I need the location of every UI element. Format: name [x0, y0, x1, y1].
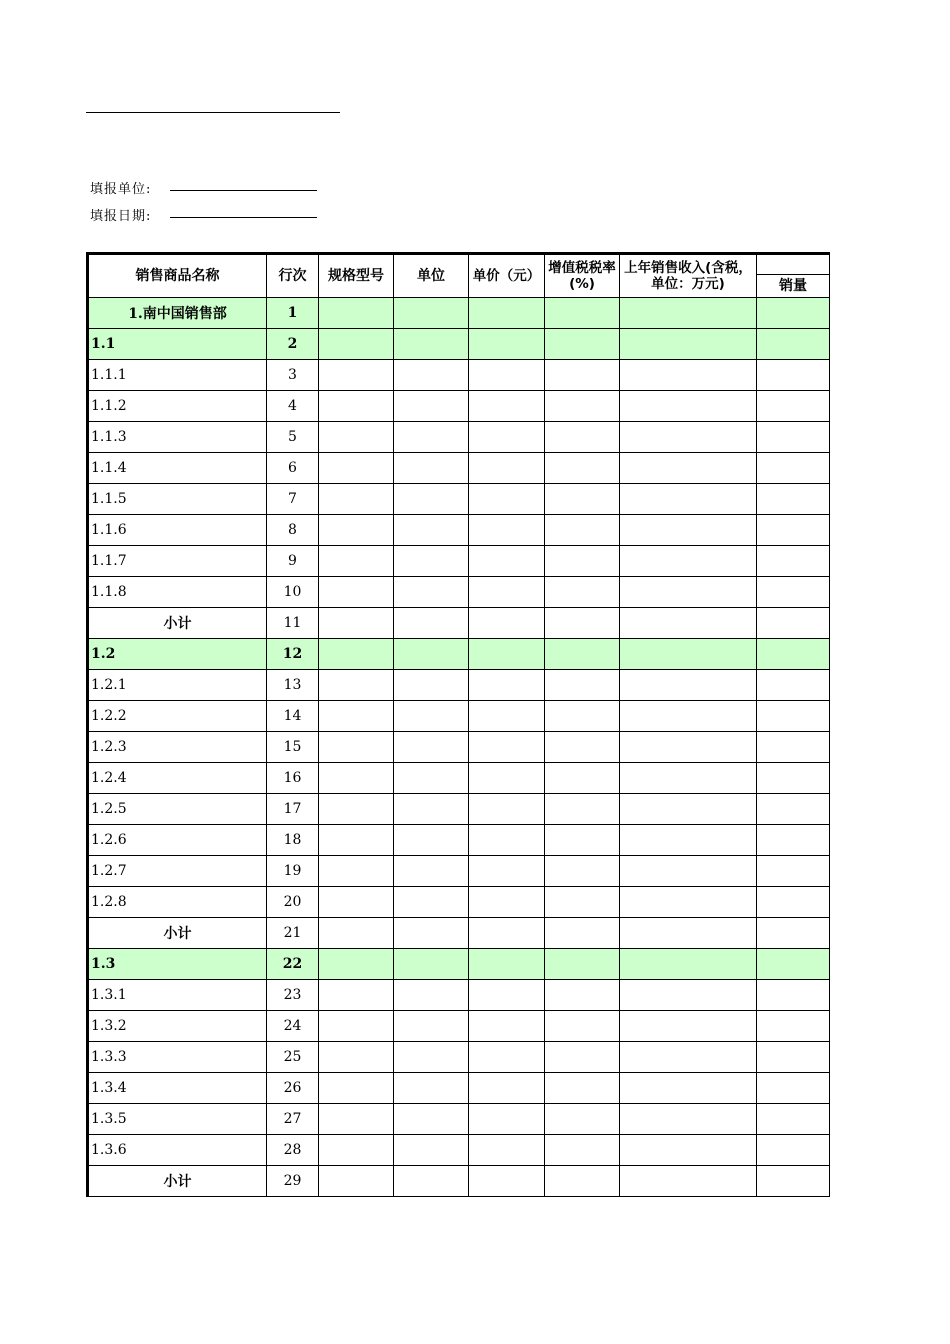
row-number: 7 [267, 484, 319, 515]
cell-unit[interactable] [394, 980, 469, 1011]
cell-price[interactable] [469, 918, 545, 949]
cell-revenue[interactable] [620, 732, 757, 763]
cell-price[interactable] [469, 484, 545, 515]
cell-volume[interactable] [757, 1011, 830, 1042]
row-name: 1.1.7 [88, 546, 267, 577]
table-row [88, 422, 830, 453]
row-name: 1.1.4 [88, 453, 267, 484]
table-row [88, 329, 830, 360]
cell-price[interactable] [469, 1166, 545, 1197]
row-number: 14 [267, 701, 319, 732]
cell-revenue[interactable] [620, 515, 757, 546]
row-name: 1.3.4 [88, 1073, 267, 1104]
row-number: 21 [267, 918, 319, 949]
reporting-unit-input[interactable] [170, 190, 317, 191]
cell-spec[interactable] [319, 856, 394, 887]
table-row [88, 1073, 830, 1104]
cell-vat[interactable] [545, 639, 620, 670]
row-name: 1.1.2 [88, 391, 267, 422]
row-name: 1.南中国销售部 [88, 298, 267, 329]
cell-unit[interactable] [394, 732, 469, 763]
cell-price[interactable] [469, 360, 545, 391]
row-number: 4 [267, 391, 319, 422]
header-spec: 规格型号 [319, 254, 394, 298]
cell-volume[interactable] [757, 701, 830, 732]
cell-volume[interactable] [757, 515, 830, 546]
cell-vat[interactable] [545, 298, 620, 329]
row-number: 3 [267, 360, 319, 391]
cell-spec[interactable] [319, 546, 394, 577]
cell-volume[interactable] [757, 794, 830, 825]
cell-vat[interactable] [545, 732, 620, 763]
cell-vat[interactable] [545, 329, 620, 360]
cell-vat[interactable] [545, 484, 620, 515]
cell-volume[interactable] [757, 887, 830, 918]
cell-spec[interactable] [319, 1011, 394, 1042]
cell-price[interactable] [469, 608, 545, 639]
cell-price[interactable] [469, 1073, 545, 1104]
cell-spec[interactable] [319, 949, 394, 980]
row-name: 1.2.4 [88, 763, 267, 794]
cell-revenue[interactable] [620, 763, 757, 794]
cell-price[interactable] [469, 980, 545, 1011]
cell-spec[interactable] [319, 453, 394, 484]
cell-spec[interactable] [319, 298, 394, 329]
cell-unit[interactable] [394, 608, 469, 639]
cell-spec[interactable] [319, 639, 394, 670]
cell-spec[interactable] [319, 422, 394, 453]
cell-volume[interactable] [757, 825, 830, 856]
header-name: 销售商品名称 [88, 254, 267, 298]
sales-table [86, 252, 830, 1197]
cell-volume[interactable] [757, 639, 830, 670]
cell-unit[interactable] [394, 1042, 469, 1073]
cell-vat[interactable] [545, 360, 620, 391]
cell-price[interactable] [469, 1011, 545, 1042]
cell-volume[interactable] [757, 360, 830, 391]
row-name: 小计 [88, 1166, 267, 1197]
cell-unit[interactable] [394, 329, 469, 360]
row-name: 1.3.3 [88, 1042, 267, 1073]
row-number: 13 [267, 670, 319, 701]
cell-volume[interactable] [757, 391, 830, 422]
cell-revenue[interactable] [620, 546, 757, 577]
cell-unit[interactable] [394, 546, 469, 577]
cell-volume[interactable] [757, 763, 830, 794]
cell-revenue[interactable] [620, 1135, 757, 1166]
table-row [88, 701, 830, 732]
row-name: 1.3.2 [88, 1011, 267, 1042]
table-row [88, 1166, 830, 1197]
cell-spec[interactable] [319, 794, 394, 825]
cell-volume[interactable] [757, 1042, 830, 1073]
cell-revenue[interactable] [620, 1104, 757, 1135]
cell-unit[interactable] [394, 360, 469, 391]
cell-unit[interactable] [394, 453, 469, 484]
reporting-date-field [90, 205, 151, 224]
table-row [88, 949, 830, 980]
cell-vat[interactable] [545, 980, 620, 1011]
cell-spec[interactable] [319, 391, 394, 422]
cell-revenue[interactable] [620, 577, 757, 608]
table-row [88, 639, 830, 670]
table-row [88, 1011, 830, 1042]
row-name: 1.1.5 [88, 484, 267, 515]
cell-volume[interactable] [757, 980, 830, 1011]
cell-vat[interactable] [545, 918, 620, 949]
table-row [88, 577, 830, 608]
row-name: 1.1.8 [88, 577, 267, 608]
table-row [88, 608, 830, 639]
cell-vat[interactable] [545, 577, 620, 608]
cell-revenue[interactable] [620, 918, 757, 949]
cell-spec[interactable] [319, 701, 394, 732]
row-number: 9 [267, 546, 319, 577]
cell-spec[interactable] [319, 763, 394, 794]
cell-spec[interactable] [319, 329, 394, 360]
cell-price[interactable] [469, 422, 545, 453]
cell-revenue[interactable] [620, 1011, 757, 1042]
table-row [88, 1104, 830, 1135]
cell-volume[interactable] [757, 577, 830, 608]
cell-unit[interactable] [394, 794, 469, 825]
cell-unit[interactable] [394, 887, 469, 918]
row-name: 小计 [88, 608, 267, 639]
row-number: 22 [267, 949, 319, 980]
cell-unit[interactable] [394, 949, 469, 980]
row-name: 1.2.8 [88, 887, 267, 918]
row-number: 15 [267, 732, 319, 763]
row-number: 8 [267, 515, 319, 546]
cell-revenue[interactable] [620, 391, 757, 422]
row-number: 12 [267, 639, 319, 670]
table-row [88, 825, 830, 856]
table-row [88, 856, 830, 887]
row-number: 28 [267, 1135, 319, 1166]
row-name: 1.1 [88, 329, 267, 360]
row-name: 1.3.6 [88, 1135, 267, 1166]
row-name: 1.1.6 [88, 515, 267, 546]
cell-vat[interactable] [545, 453, 620, 484]
cell-price[interactable] [469, 670, 545, 701]
cell-revenue[interactable] [620, 856, 757, 887]
cell-spec[interactable] [319, 1073, 394, 1104]
table-row [88, 391, 830, 422]
row-number: 24 [267, 1011, 319, 1042]
cell-vat[interactable] [545, 422, 620, 453]
row-number: 29 [267, 1166, 319, 1197]
cell-revenue[interactable] [620, 887, 757, 918]
cell-vat[interactable] [545, 949, 620, 980]
cell-volume[interactable] [757, 608, 830, 639]
cell-unit[interactable] [394, 298, 469, 329]
cell-unit[interactable] [394, 639, 469, 670]
cell-spec[interactable] [319, 670, 394, 701]
row-number: 16 [267, 763, 319, 794]
cell-spec[interactable] [319, 732, 394, 763]
cell-price[interactable] [469, 329, 545, 360]
cell-vat[interactable] [545, 608, 620, 639]
table-row [88, 515, 830, 546]
cell-price[interactable] [469, 732, 545, 763]
table-row [88, 298, 830, 329]
cell-price[interactable] [469, 515, 545, 546]
row-name: 1.1.1 [88, 360, 267, 391]
cell-revenue[interactable] [620, 980, 757, 1011]
cell-vat[interactable] [545, 1135, 620, 1166]
cell-unit[interactable] [394, 1166, 469, 1197]
row-number: 1 [267, 298, 319, 329]
table-row [88, 980, 830, 1011]
cell-vat[interactable] [545, 391, 620, 422]
cell-price[interactable] [469, 1042, 545, 1073]
cell-unit[interactable] [394, 763, 469, 794]
cell-spec[interactable] [319, 887, 394, 918]
cell-vat[interactable] [545, 856, 620, 887]
cell-vat[interactable] [545, 1073, 620, 1104]
row-name: 小计 [88, 918, 267, 949]
cell-volume[interactable] [757, 546, 830, 577]
cell-revenue[interactable] [620, 453, 757, 484]
cell-revenue[interactable] [620, 701, 757, 732]
cell-price[interactable] [469, 763, 545, 794]
reporting-date-input[interactable] [170, 217, 317, 218]
row-number: 6 [267, 453, 319, 484]
cell-spec[interactable] [319, 980, 394, 1011]
reporting-unit-field [90, 178, 151, 197]
cell-vat[interactable] [545, 1011, 620, 1042]
cell-price[interactable] [469, 453, 545, 484]
cell-unit[interactable] [394, 391, 469, 422]
header-last-year-revenue: 上年销售收入(含税，单位：万元) [620, 254, 757, 298]
table-row [88, 453, 830, 484]
cell-vat[interactable] [545, 701, 620, 732]
cell-unit[interactable] [394, 825, 469, 856]
table-row [88, 360, 830, 391]
cell-volume[interactable] [757, 329, 830, 360]
cell-unit[interactable] [394, 484, 469, 515]
cell-volume[interactable] [757, 453, 830, 484]
row-number: 23 [267, 980, 319, 1011]
cell-price[interactable] [469, 825, 545, 856]
cell-unit[interactable] [394, 1135, 469, 1166]
cell-revenue[interactable] [620, 794, 757, 825]
cell-vat[interactable] [545, 546, 620, 577]
row-number: 26 [267, 1073, 319, 1104]
cell-price[interactable] [469, 577, 545, 608]
cell-vat[interactable] [545, 763, 620, 794]
row-number: 19 [267, 856, 319, 887]
table-row [88, 732, 830, 763]
row-name: 1.3.5 [88, 1104, 267, 1135]
cell-revenue[interactable] [620, 949, 757, 980]
table-row [88, 763, 830, 794]
header-vat: 增值税税率(%) [545, 254, 620, 298]
header-volume: 销量 [757, 274, 829, 297]
row-number: 27 [267, 1104, 319, 1135]
cell-spec[interactable] [319, 515, 394, 546]
row-number: 25 [267, 1042, 319, 1073]
cell-spec[interactable] [319, 360, 394, 391]
row-name: 1.2.6 [88, 825, 267, 856]
table-row [88, 546, 830, 577]
table-row [88, 1135, 830, 1166]
cell-vat[interactable] [545, 794, 620, 825]
cell-revenue[interactable] [620, 360, 757, 391]
row-name: 1.3 [88, 949, 267, 980]
row-number: 11 [267, 608, 319, 639]
cell-unit[interactable] [394, 856, 469, 887]
cell-volume[interactable] [757, 484, 830, 515]
cell-revenue[interactable] [620, 484, 757, 515]
cell-revenue[interactable] [620, 298, 757, 329]
row-name: 1.2.2 [88, 701, 267, 732]
cell-price[interactable] [469, 639, 545, 670]
reporting-unit-label: 填报单位: [90, 182, 152, 197]
cell-spec[interactable] [319, 1166, 394, 1197]
cell-price[interactable] [469, 1104, 545, 1135]
cell-unit[interactable] [394, 577, 469, 608]
cell-vat[interactable] [545, 825, 620, 856]
cell-vat[interactable] [545, 1166, 620, 1197]
cell-price[interactable] [469, 1135, 545, 1166]
header-unit: 单位 [394, 254, 469, 298]
row-name: 1.3.1 [88, 980, 267, 1011]
cell-vat[interactable] [545, 887, 620, 918]
row-name: 1.2.1 [88, 670, 267, 701]
reporting-date-label: 填报日期: [90, 209, 152, 224]
cell-vat[interactable] [545, 1042, 620, 1073]
row-number: 20 [267, 887, 319, 918]
cell-volume[interactable] [757, 670, 830, 701]
row-number: 2 [267, 329, 319, 360]
table-row [88, 794, 830, 825]
header-volume-cell [757, 254, 830, 298]
cell-revenue[interactable] [620, 1073, 757, 1104]
cell-spec[interactable] [319, 825, 394, 856]
row-name: 1.2 [88, 639, 267, 670]
cell-price[interactable] [469, 794, 545, 825]
row-name: 1.2.7 [88, 856, 267, 887]
cell-vat[interactable] [545, 1104, 620, 1135]
cell-volume[interactable] [757, 732, 830, 763]
cell-volume[interactable] [757, 949, 830, 980]
cell-revenue[interactable] [620, 1042, 757, 1073]
cell-price[interactable] [469, 701, 545, 732]
cell-spec[interactable] [319, 1135, 394, 1166]
cell-revenue[interactable] [620, 608, 757, 639]
cell-revenue[interactable] [620, 329, 757, 360]
cell-volume[interactable] [757, 856, 830, 887]
cell-price[interactable] [469, 298, 545, 329]
cell-volume[interactable] [757, 422, 830, 453]
cell-unit[interactable] [394, 701, 469, 732]
header-row [88, 254, 830, 298]
title-underline [86, 112, 340, 113]
header-price: 单价（元） [469, 254, 545, 298]
cell-spec[interactable] [319, 1104, 394, 1135]
table-row [88, 918, 830, 949]
row-number: 18 [267, 825, 319, 856]
row-name: 1.2.5 [88, 794, 267, 825]
cell-spec[interactable] [319, 1042, 394, 1073]
cell-revenue[interactable] [620, 670, 757, 701]
cell-volume[interactable] [757, 1104, 830, 1135]
cell-volume[interactable] [757, 918, 830, 949]
cell-revenue[interactable] [620, 825, 757, 856]
cell-vat[interactable] [545, 670, 620, 701]
cell-revenue[interactable] [620, 1166, 757, 1197]
cell-unit[interactable] [394, 422, 469, 453]
table-row [88, 887, 830, 918]
cell-unit[interactable] [394, 1104, 469, 1135]
cell-volume[interactable] [757, 1073, 830, 1104]
cell-volume[interactable] [757, 1135, 830, 1166]
table-row [88, 1042, 830, 1073]
cell-price[interactable] [469, 887, 545, 918]
row-number: 10 [267, 577, 319, 608]
header-row-no: 行次 [267, 254, 319, 298]
cell-unit[interactable] [394, 918, 469, 949]
cell-revenue[interactable] [620, 422, 757, 453]
cell-spec[interactable] [319, 608, 394, 639]
cell-price[interactable] [469, 949, 545, 980]
row-number: 5 [267, 422, 319, 453]
table-row [88, 484, 830, 515]
cell-volume[interactable] [757, 298, 830, 329]
cell-unit[interactable] [394, 670, 469, 701]
cell-unit[interactable] [394, 515, 469, 546]
cell-spec[interactable] [319, 484, 394, 515]
cell-unit[interactable] [394, 1073, 469, 1104]
table-row [88, 670, 830, 701]
cell-price[interactable] [469, 391, 545, 422]
row-name: 1.2.3 [88, 732, 267, 763]
cell-revenue[interactable] [620, 639, 757, 670]
row-number: 17 [267, 794, 319, 825]
cell-price[interactable] [469, 856, 545, 887]
cell-vat[interactable] [545, 515, 620, 546]
cell-spec[interactable] [319, 577, 394, 608]
cell-spec[interactable] [319, 918, 394, 949]
cell-volume[interactable] [757, 1166, 830, 1197]
cell-unit[interactable] [394, 1011, 469, 1042]
cell-price[interactable] [469, 546, 545, 577]
row-name: 1.1.3 [88, 422, 267, 453]
